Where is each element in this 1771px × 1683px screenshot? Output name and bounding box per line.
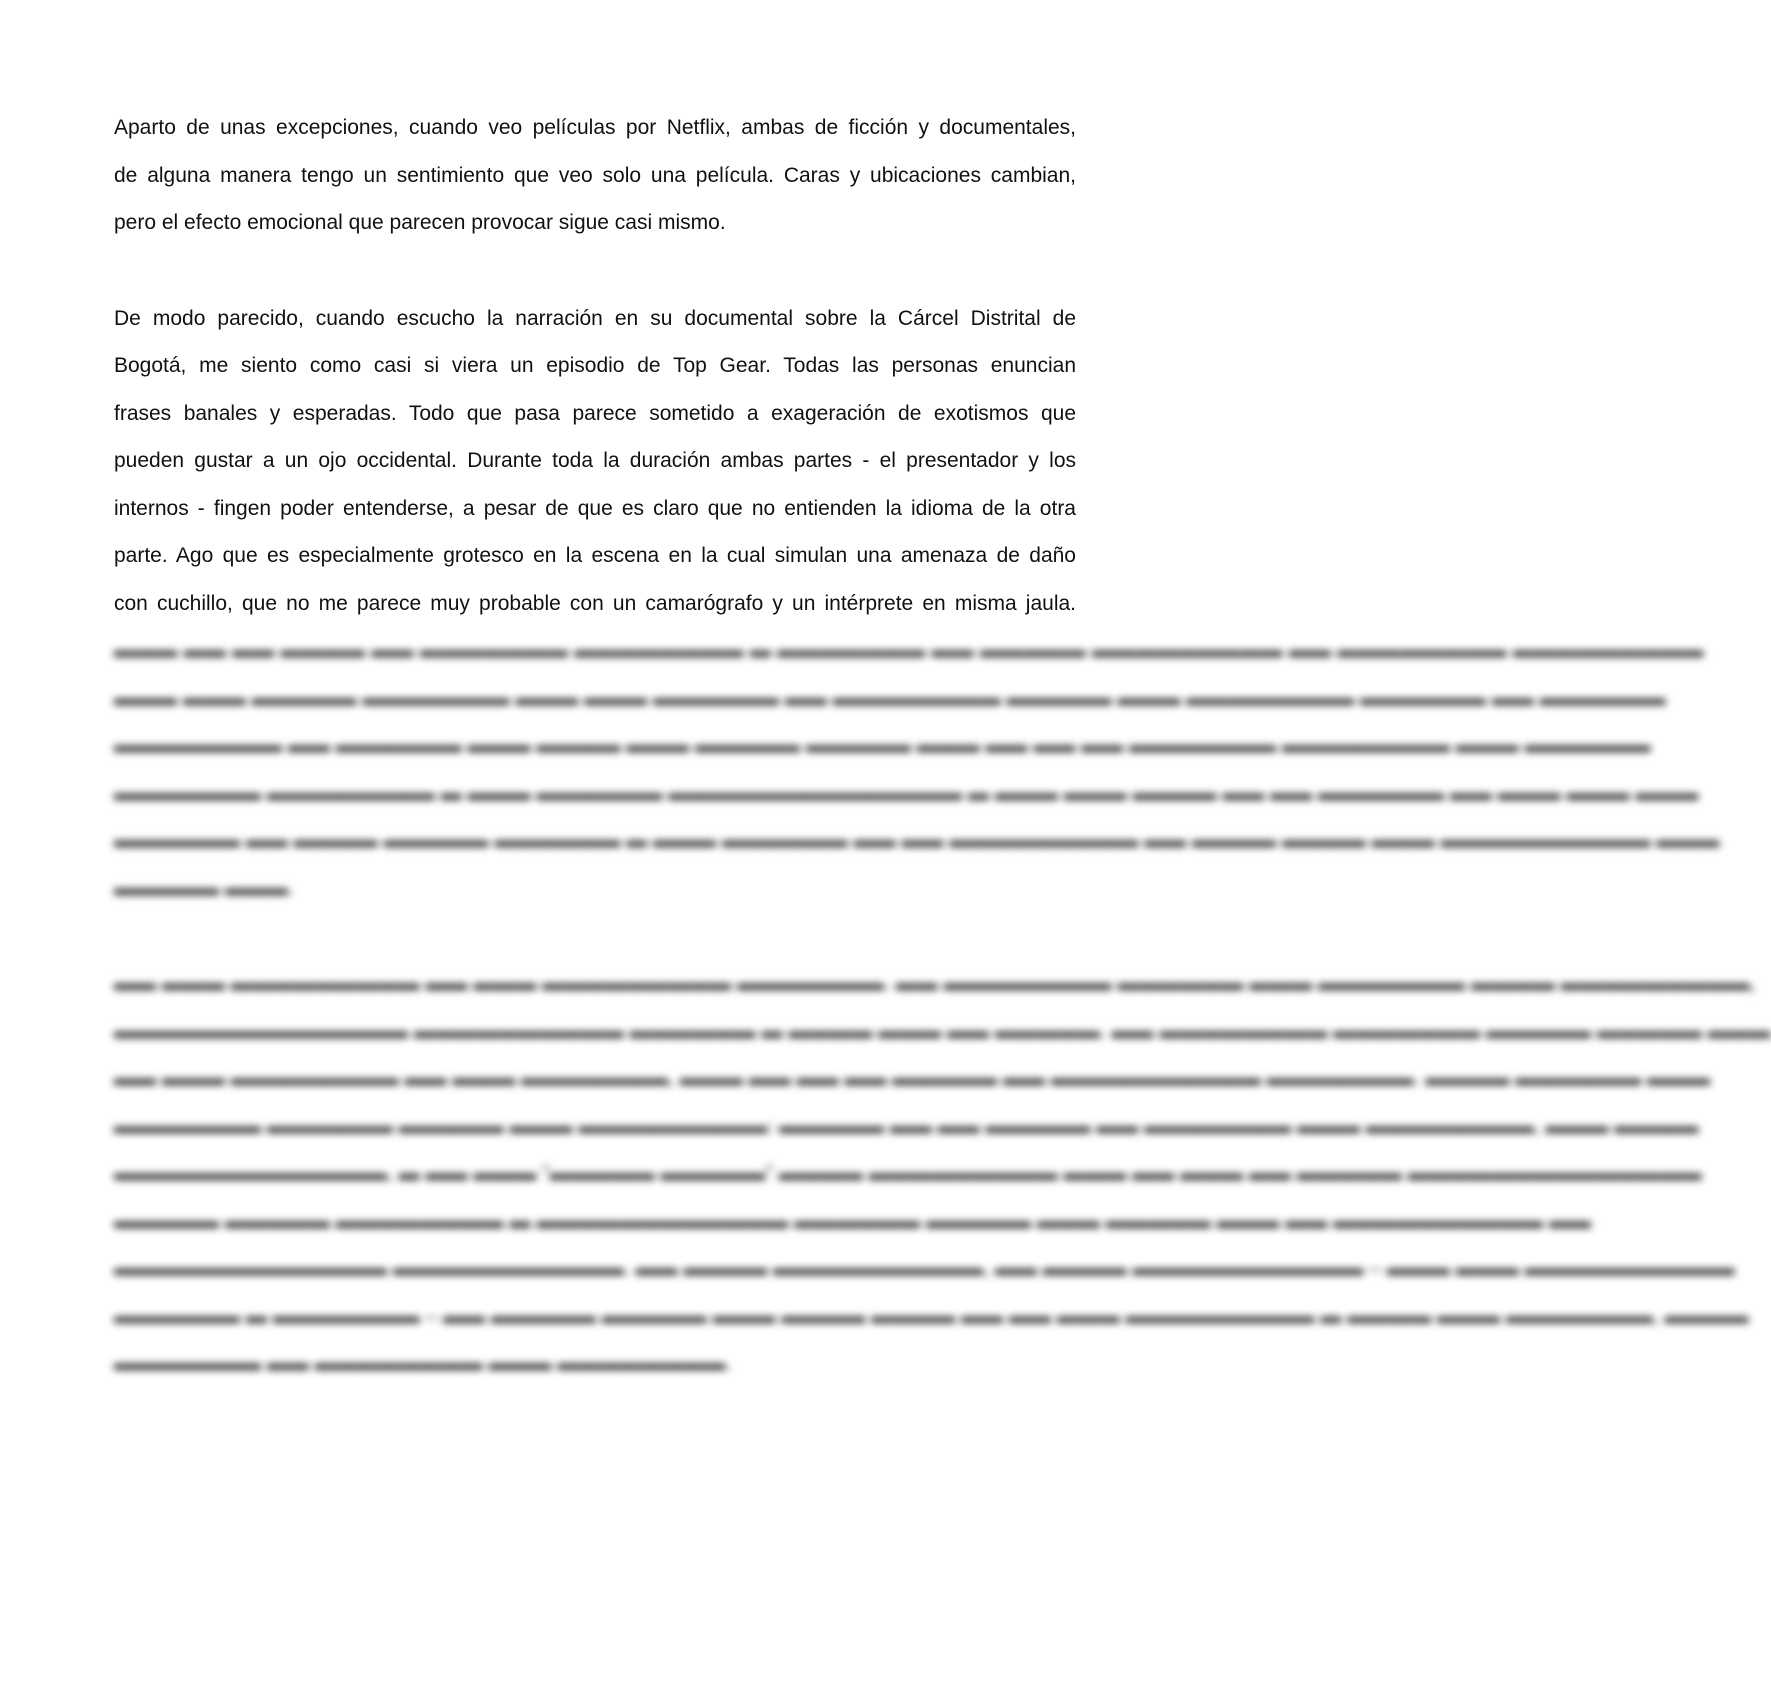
paragraph-spacer: [114, 247, 1076, 295]
text-line: pueden gustar a un ojo occidental. Durante toda la duración ambas partes - el presentador y los: [114, 449, 1076, 472]
text-line: De modo parecido, cuando escucho la narración en su documental sobre la Cárcel Distrital de: [114, 306, 1076, 330]
blurred-line: ▬▬▬▬▬▬▬▬▬▬▬▬▬, ▬ ▬▬ ▬▬▬ "▬▬▬▬▬ ▬▬▬▬▬" ▬▬▬▬ ▬▬▬▬▬▬▬▬▬ ▬▬▬ ▬▬ ▬▬▬ ▬▬ ▬▬▬▬▬ ▬▬▬▬▬▬▬▬▬▬▬▬▬▬: [114, 1162, 1702, 1185]
blurred-line: ▬▬▬▬▬▬▬ ▬▬▬▬▬▬▬▬ ▬ ▬▬▬ ▬▬▬▬▬▬ ▬▬▬▬▬▬▬▬▬▬▬▬▬▬ ▬ ▬▬▬ ▬▬▬ ▬▬▬▬ ▬▬ ▬▬ ▬▬▬▬▬▬ ▬▬ ▬▬▬ ▬▬▬ ▬▬▬: [114, 781, 1699, 805]
text-line: pero el efecto emocional que parecen provocar sigue casi mismo.: [114, 211, 726, 234]
text-line: frases banales y esperadas. Todo que pasa parece sometido a exageración de exotismos que: [114, 401, 1076, 425]
blurred-line: ▬▬▬▬▬ ▬▬▬▬▬ ▬▬▬▬▬▬▬▬ ▬ ▬▬▬▬▬▬▬▬▬▬▬▬ ▬▬▬▬▬▬ ▬▬▬▬▬ ▬▬▬ ▬▬▬▬▬ ▬▬▬ ▬▬ ▬▬▬▬▬▬▬▬▬▬ ▬▬: [114, 1209, 1592, 1233]
text-line: Bogotá, me siento como casi si viera un episodio de Top Gear. Todas las personas enuncian: [114, 354, 1076, 377]
text-line: de alguna manera tengo un sentimiento que veo solo una película. Caras y ubicaciones cambian,: [114, 163, 1076, 187]
blurred-line: ▬▬▬ ▬▬▬ ▬▬▬▬▬ ▬▬▬▬▬▬▬ ▬▬▬ ▬▬▬ ▬▬▬▬▬▬ ▬▬ ▬▬▬▬▬▬▬▬ ▬▬▬▬▬ ▬▬▬ ▬▬▬▬▬▬▬▬ ▬▬▬▬▬▬ ▬▬ ▬▬▬▬▬▬: [114, 686, 1666, 710]
blurred-region: [114, 627, 1771, 1388]
blurred-line: ▬▬ ▬▬▬ ▬▬▬▬▬▬▬▬ ▬▬ ▬▬▬ ▬▬▬▬▬▬▬, ▬▬▬ ▬▬ ▬▬ ▬▬ ▬▬▬▬▬ ▬▬ ▬▬▬▬▬▬▬▬▬▬ ▬▬▬▬▬▬▬. ▬▬▬▬ ▬▬▬▬▬▬ ▬▬▬: [114, 1067, 1711, 1090]
document-page: [114, 104, 1771, 1388]
blurred-paragraph-final: [114, 960, 1771, 1388]
blurred-line: ▬▬▬▬▬ ▬▬▬.: [114, 876, 294, 900]
blurred-line: ▬▬▬▬▬▬▬▬ ▬▬ ▬▬▬▬▬▬ ▬▬▬ ▬▬▬▬ ▬▬▬ ▬▬▬▬▬ ▬▬▬▬▬ ▬▬▬ ▬▬ ▬▬ ▬▬ ▬▬▬▬▬▬▬ ▬▬▬▬▬▬▬▬ ▬▬▬ ▬▬▬▬▬▬: [114, 734, 1651, 757]
paragraph-documental: [114, 295, 1076, 628]
blurred-line: ▬▬▬▬▬▬▬ ▬▬▬▬▬▬ ▬▬▬▬▬ ▬▬▬ ▬▬▬▬▬▬▬▬▬: ▬▬▬▬▬ ▬▬ ▬▬ ▬▬▬▬▬ ▬▬ ▬▬▬▬▬▬▬ ▬▬▬ ▬▬▬▬▬▬▬▬, ▬▬▬ ▬▬▬▬: [114, 1114, 1699, 1138]
paragraph-spacer: [114, 912, 1088, 960]
blurred-paragraph-continuation: [114, 627, 1720, 912]
text-line: parte. Ago que es especialmente grotesco en la escena en la cual simulan una amenaza de daño: [114, 544, 1076, 567]
text-line: internos - fingen poder entenderse, a pesar de que es claro que no entienden la idioma de la otra: [114, 496, 1076, 520]
blurred-line: ▬▬▬▬▬▬▬▬▬▬▬▬▬ ▬▬▬▬▬▬▬▬▬▬▬. ▬▬ ▬▬▬▬ ▬▬▬▬▬▬▬▬▬▬, ▬▬ ▬▬▬▬ ▬▬▬▬▬▬▬▬▬▬▬ – ▬▬▬ ▬▬▬ ▬▬▬▬▬▬▬▬▬▬: [114, 1257, 1735, 1280]
blurred-line: ▬▬▬ ▬▬ ▬▬ ▬▬▬▬ ▬▬ ▬▬▬▬▬▬▬ ▬▬▬▬▬▬▬▬ ▬ ▬▬▬▬▬▬▬ ▬▬ ▬▬▬▬▬ ▬▬▬▬▬▬▬▬▬ ▬▬ ▬▬▬▬▬▬▬▬ ▬▬▬▬▬▬▬▬▬: [114, 639, 1704, 662]
text-line: con cuchillo, que no me parece muy probable con un camarógrafo y un intérprete en misma jaula.: [114, 591, 1076, 615]
paragraph-intro: [114, 104, 1076, 247]
blurred-line: ▬▬▬▬▬▬▬ ▬▬ ▬▬▬▬▬▬▬▬ ▬▬▬ ▬▬▬▬▬▬▬▬.: [114, 1352, 732, 1375]
text-line: Aparto de unas excepciones, cuando veo películas por Netflix, ambas de ficción y documentales,: [114, 116, 1076, 139]
blurred-line: ▬▬▬▬▬▬ ▬ ▬▬▬▬▬▬▬ – ▬▬ ▬▬▬▬▬ ▬▬▬▬▬ ▬▬▬ ▬▬▬▬ ▬▬▬▬ ▬▬ ▬▬ ▬▬▬ ▬▬▬▬▬▬▬▬▬ ▬ ▬▬▬▬ ▬▬▬ ▬▬▬▬▬▬▬, ▬▬▬▬: [114, 1304, 1749, 1328]
blurred-line: ▬▬▬▬▬▬▬▬▬▬▬▬▬▬ ▬▬▬▬▬▬▬▬▬▬ ▬▬▬▬▬▬ ▬ ▬▬▬▬ ▬▬▬ ▬▬ ▬▬▬▬▬. ▬▬ ▬▬▬▬▬▬▬▬ ▬▬▬▬▬▬▬ ▬▬▬▬▬ ▬▬▬▬▬ ▬▬▬: [114, 1019, 1771, 1043]
blurred-line: ▬▬▬▬▬▬ ▬▬ ▬▬▬▬ ▬▬▬▬▬ ▬▬▬▬▬▬ ▬ ▬▬▬ ▬▬▬▬▬▬ ▬▬ ▬▬ ▬▬▬▬▬▬▬▬▬ ▬▬ ▬▬▬▬ ▬▬▬▬ ▬▬▬ ▬▬▬▬▬▬▬▬▬▬ ▬▬▬: [114, 829, 1720, 852]
blurred-line: ▬▬ ▬▬▬ ▬▬▬▬▬▬▬▬▬ ▬▬ ▬▬▬ ▬▬▬▬▬▬▬▬▬ ▬▬▬▬▬▬▬. ▬▬ ▬▬▬▬▬▬▬▬ ▬▬▬▬▬▬ ▬▬▬ ▬▬▬▬▬▬▬ ▬▬▬▬ ▬▬▬▬▬▬▬▬▬,: [114, 972, 1756, 995]
